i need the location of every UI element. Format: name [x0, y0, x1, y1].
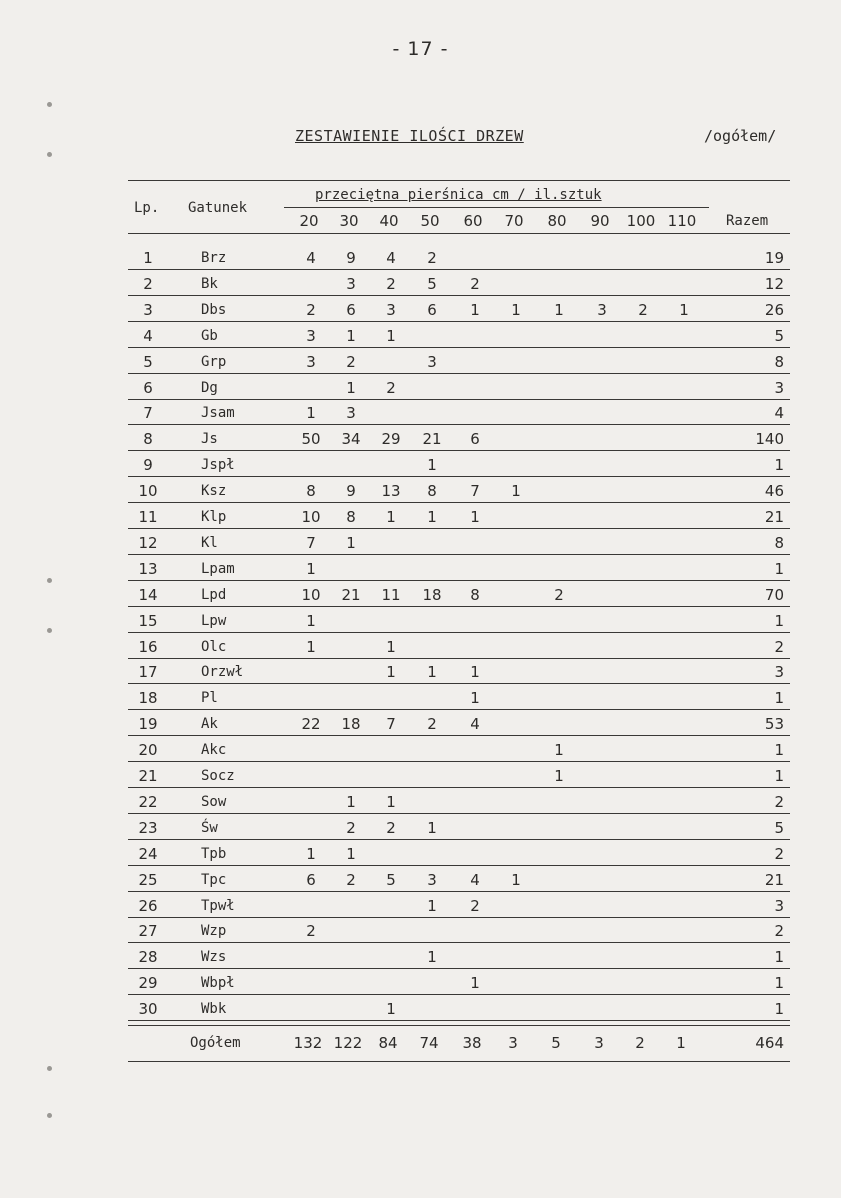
diameter-class-header: 20 — [299, 212, 319, 230]
species-cell: Akc — [201, 742, 227, 758]
species-cell: Olc — [201, 639, 227, 655]
count-cell: 1 — [427, 948, 437, 966]
row-rule — [128, 865, 790, 866]
table-row — [0, 351, 841, 375]
species-cell: Socz — [201, 768, 235, 784]
table-row — [0, 584, 841, 608]
species-cell: Brz — [201, 250, 227, 266]
count-cell: 2 — [306, 301, 316, 319]
species-cell: Ksz — [201, 483, 227, 499]
row-rule — [128, 347, 790, 348]
row-number: 12 — [138, 534, 158, 552]
count-cell: 2 — [638, 301, 648, 319]
row-rule — [128, 554, 790, 555]
count-cell: 1 — [346, 327, 356, 345]
species-cell: Lpw — [201, 613, 227, 629]
row-total: 21 — [764, 508, 784, 526]
row-total: 1 — [774, 1000, 784, 1018]
species-cell: Kl — [201, 535, 218, 551]
count-cell: 34 — [341, 430, 361, 448]
row-rule — [128, 709, 790, 710]
row-number: 6 — [143, 379, 153, 397]
row-total: 3 — [774, 663, 784, 681]
table-row — [0, 636, 841, 660]
count-cell: 7 — [306, 534, 316, 552]
count-cell: 1 — [346, 793, 356, 811]
row-rule — [128, 502, 790, 503]
table-row — [0, 532, 841, 556]
row-total: 4 — [774, 404, 784, 422]
diameter-class-header: 80 — [547, 212, 567, 230]
species-cell: Wzp — [201, 923, 227, 939]
count-cell: 1 — [511, 482, 521, 500]
row-rule — [128, 632, 790, 633]
count-cell: 2 — [306, 922, 316, 940]
row-total: 21 — [764, 871, 784, 889]
row-number: 16 — [138, 638, 158, 656]
count-cell: 1 — [470, 508, 480, 526]
row-number: 21 — [138, 767, 158, 785]
table-row — [0, 869, 841, 893]
diameter-class-header: 30 — [339, 212, 359, 230]
row-rule — [128, 761, 790, 762]
row-rule — [128, 1020, 790, 1021]
table-row — [0, 558, 841, 582]
summary-bottom-rule — [128, 1061, 790, 1062]
row-rule — [128, 528, 790, 529]
count-cell: 3 — [346, 404, 356, 422]
table-row — [0, 946, 841, 970]
row-number: 11 — [138, 508, 158, 526]
species-cell: Tpwł — [201, 898, 235, 914]
count-cell: 1 — [427, 819, 437, 837]
summary-top-rule — [128, 1025, 790, 1026]
punch-hole-mark — [47, 578, 52, 583]
count-cell: 3 — [386, 301, 396, 319]
group-header-rule — [284, 207, 709, 208]
summary-count-cell: 132 — [293, 1034, 323, 1052]
count-cell: 1 — [554, 741, 564, 759]
count-cell: 9 — [346, 482, 356, 500]
count-cell: 1 — [386, 1000, 396, 1018]
row-rule — [128, 994, 790, 995]
count-cell: 6 — [346, 301, 356, 319]
row-number: 14 — [138, 586, 158, 604]
count-cell: 2 — [386, 819, 396, 837]
table-row — [0, 402, 841, 426]
species-cell: Grp — [201, 354, 227, 370]
count-cell: 1 — [511, 301, 521, 319]
table-row — [0, 843, 841, 867]
species-cell: Sow — [201, 794, 227, 810]
row-rule — [128, 580, 790, 581]
row-rule — [128, 942, 790, 943]
count-cell: 1 — [679, 301, 689, 319]
count-cell: 2 — [554, 586, 564, 604]
table-top-rule — [128, 180, 790, 181]
species-cell: Lpd — [201, 587, 227, 603]
table-row — [0, 428, 841, 452]
count-cell: 50 — [301, 430, 321, 448]
table-row — [0, 713, 841, 737]
count-cell: 1 — [386, 793, 396, 811]
count-cell: 1 — [511, 871, 521, 889]
row-number: 25 — [138, 871, 158, 889]
row-number: 1 — [143, 249, 153, 267]
row-number: 10 — [138, 482, 158, 500]
table-row — [0, 377, 841, 401]
count-cell: 2 — [427, 715, 437, 733]
row-total: 2 — [774, 793, 784, 811]
diameter-class-header: 60 — [463, 212, 483, 230]
row-number: 19 — [138, 715, 158, 733]
species-cell: Wzs — [201, 949, 227, 965]
count-cell: 8 — [346, 508, 356, 526]
row-total: 70 — [764, 586, 784, 604]
count-cell: 6 — [306, 871, 316, 889]
row-number: 26 — [138, 897, 158, 915]
count-cell: 2 — [470, 897, 480, 915]
species-cell: Św — [201, 820, 218, 836]
table-row — [0, 895, 841, 919]
row-number: 29 — [138, 974, 158, 992]
count-cell: 9 — [346, 249, 356, 267]
row-rule — [128, 269, 790, 270]
document-title: ZESTAWIENIE ILOŚCI DRZEW — [295, 127, 524, 145]
count-cell: 2 — [470, 275, 480, 293]
row-rule — [128, 683, 790, 684]
table-row — [0, 480, 841, 504]
count-cell: 4 — [386, 249, 396, 267]
table-row — [0, 325, 841, 349]
count-cell: 3 — [346, 275, 356, 293]
summary-count-cell: 74 — [419, 1034, 439, 1052]
diameter-class-header: 50 — [420, 212, 440, 230]
row-rule — [128, 813, 790, 814]
row-total: 1 — [774, 974, 784, 992]
row-total: 8 — [774, 353, 784, 371]
row-number: 18 — [138, 689, 158, 707]
table-row — [0, 998, 841, 1022]
count-cell: 1 — [346, 379, 356, 397]
count-cell: 13 — [381, 482, 401, 500]
row-total: 140 — [755, 430, 784, 448]
punch-hole-mark — [47, 1066, 52, 1071]
count-cell: 2 — [386, 379, 396, 397]
page-number: - 17 - — [392, 38, 449, 60]
row-total: 2 — [774, 922, 784, 940]
table-row — [0, 765, 841, 789]
table-row — [0, 506, 841, 530]
row-rule — [128, 450, 790, 451]
row-number: 4 — [143, 327, 153, 345]
table-row — [0, 661, 841, 685]
row-total: 46 — [764, 482, 784, 500]
row-number: 15 — [138, 612, 158, 630]
table-row — [0, 299, 841, 323]
count-cell: 1 — [427, 897, 437, 915]
row-total: 19 — [764, 249, 784, 267]
count-cell: 10 — [301, 586, 321, 604]
count-cell: 1 — [306, 845, 316, 863]
summary-row — [0, 1032, 841, 1056]
table-row — [0, 791, 841, 815]
row-rule — [128, 658, 790, 659]
count-cell: 1 — [386, 508, 396, 526]
count-cell: 1 — [346, 845, 356, 863]
diameter-class-header: 110 — [667, 212, 697, 230]
row-rule — [128, 373, 790, 374]
row-number: 9 — [143, 456, 153, 474]
row-total: 5 — [774, 819, 784, 837]
species-cell: Pl — [201, 690, 218, 706]
row-number: 3 — [143, 301, 153, 319]
count-cell: 1 — [427, 456, 437, 474]
group-header: przeciętna pierśnica cm / il.sztuk — [315, 187, 602, 203]
table-row — [0, 739, 841, 763]
count-cell: 5 — [386, 871, 396, 889]
count-cell: 1 — [427, 663, 437, 681]
row-rule — [128, 399, 790, 400]
count-cell: 8 — [470, 586, 480, 604]
count-cell: 10 — [301, 508, 321, 526]
row-total: 1 — [774, 689, 784, 707]
species-cell: Wbk — [201, 1001, 227, 1017]
species-cell: Lpam — [201, 561, 235, 577]
count-cell: 1 — [470, 689, 480, 707]
count-cell: 6 — [427, 301, 437, 319]
row-total: 1 — [774, 767, 784, 785]
row-rule — [128, 787, 790, 788]
row-total: 12 — [764, 275, 784, 293]
table-row — [0, 247, 841, 271]
summary-count-cell: 38 — [462, 1034, 482, 1052]
row-number: 2 — [143, 275, 153, 293]
row-rule — [128, 917, 790, 918]
summary-count-cell: 3 — [508, 1034, 518, 1052]
species-cell: Jsam — [201, 405, 235, 421]
row-total: 1 — [774, 741, 784, 759]
species-cell: Bk — [201, 276, 218, 292]
count-cell: 2 — [346, 819, 356, 837]
count-cell: 21 — [422, 430, 442, 448]
count-cell: 18 — [341, 715, 361, 733]
punch-hole-mark — [47, 628, 52, 633]
diameter-class-header: 40 — [379, 212, 399, 230]
row-total: 1 — [774, 456, 784, 474]
row-total: 8 — [774, 534, 784, 552]
count-cell: 1 — [386, 663, 396, 681]
species-cell: Orzwł — [201, 664, 244, 680]
row-rule — [128, 476, 790, 477]
count-cell: 1 — [554, 301, 564, 319]
row-number: 30 — [138, 1000, 158, 1018]
table-row — [0, 972, 841, 996]
species-cell: Dbs — [201, 302, 227, 318]
species-cell: Wbpł — [201, 975, 235, 991]
row-rule — [128, 735, 790, 736]
count-cell: 2 — [386, 275, 396, 293]
row-total: 3 — [774, 379, 784, 397]
species-cell: Klp — [201, 509, 227, 525]
count-cell: 8 — [306, 482, 316, 500]
species-cell: Tpc — [201, 872, 227, 888]
row-number: 8 — [143, 430, 153, 448]
count-cell: 1 — [470, 663, 480, 681]
row-rule — [128, 891, 790, 892]
count-cell: 3 — [427, 871, 437, 889]
count-cell: 3 — [597, 301, 607, 319]
summary-count-cell: 122 — [333, 1034, 363, 1052]
row-total: 26 — [764, 301, 784, 319]
punch-hole-mark — [47, 1113, 52, 1118]
row-total: 3 — [774, 897, 784, 915]
row-total: 5 — [774, 327, 784, 345]
row-total: 2 — [774, 638, 784, 656]
row-number: 5 — [143, 353, 153, 371]
count-cell: 11 — [381, 586, 401, 604]
count-cell: 4 — [306, 249, 316, 267]
count-cell: 1 — [470, 301, 480, 319]
count-cell: 1 — [386, 327, 396, 345]
count-cell: 3 — [306, 353, 316, 371]
count-cell: 21 — [341, 586, 361, 604]
count-cell: 1 — [306, 612, 316, 630]
table-row — [0, 817, 841, 841]
row-number: 22 — [138, 793, 158, 811]
summary-count-cell: 2 — [635, 1034, 645, 1052]
row-rule — [128, 424, 790, 425]
count-cell: 22 — [301, 715, 321, 733]
count-cell: 7 — [386, 715, 396, 733]
row-rule — [128, 839, 790, 840]
row-rule — [128, 321, 790, 322]
summary-count-cell: 1 — [676, 1034, 686, 1052]
total-header: Razem — [726, 213, 769, 229]
species-cell: Jspł — [201, 457, 235, 473]
diameter-class-header: 90 — [590, 212, 610, 230]
species-cell: Js — [201, 431, 218, 447]
count-cell: 2 — [346, 353, 356, 371]
species-cell: Ak — [201, 716, 218, 732]
row-number: 27 — [138, 922, 158, 940]
table-row — [0, 687, 841, 711]
count-cell: 1 — [554, 767, 564, 785]
summary-label: Ogółem — [190, 1035, 241, 1051]
count-cell: 2 — [427, 249, 437, 267]
document-subtitle: /ogółem/ — [704, 127, 777, 145]
punch-hole-mark — [47, 102, 52, 107]
species-cell: Gb — [201, 328, 218, 344]
summary-count-cell: 84 — [378, 1034, 398, 1052]
count-cell: 1 — [386, 638, 396, 656]
row-total: 1 — [774, 560, 784, 578]
row-rule — [128, 295, 790, 296]
diameter-class-header: 100 — [626, 212, 656, 230]
row-number: 23 — [138, 819, 158, 837]
species-cell: Dg — [201, 380, 218, 396]
count-cell: 8 — [427, 482, 437, 500]
punch-hole-mark — [47, 152, 52, 157]
count-cell: 1 — [470, 974, 480, 992]
row-rule — [128, 606, 790, 607]
summary-count-cell: 5 — [551, 1034, 561, 1052]
row-number: 20 — [138, 741, 158, 759]
count-cell: 6 — [470, 430, 480, 448]
table-row — [0, 454, 841, 478]
row-number: 13 — [138, 560, 158, 578]
row-rule — [128, 968, 790, 969]
table-row — [0, 273, 841, 297]
summary-count-cell: 3 — [594, 1034, 604, 1052]
species-header: Gatunek — [188, 200, 248, 216]
count-cell: 29 — [381, 430, 401, 448]
row-total: 1 — [774, 948, 784, 966]
lp-header: Lp. — [134, 200, 160, 216]
count-cell: 1 — [306, 404, 316, 422]
count-cell: 7 — [470, 482, 480, 500]
count-cell: 3 — [306, 327, 316, 345]
count-cell: 1 — [427, 508, 437, 526]
count-cell: 1 — [346, 534, 356, 552]
row-number: 28 — [138, 948, 158, 966]
row-number: 17 — [138, 663, 158, 681]
count-cell: 5 — [427, 275, 437, 293]
row-total: 1 — [774, 612, 784, 630]
count-cell: 3 — [427, 353, 437, 371]
count-cell: 18 — [422, 586, 442, 604]
summary-total: 464 — [755, 1034, 784, 1052]
diameter-class-header: 70 — [504, 212, 524, 230]
row-total: 53 — [764, 715, 784, 733]
count-cell: 2 — [346, 871, 356, 889]
count-cell: 4 — [470, 871, 480, 889]
count-cell: 1 — [306, 560, 316, 578]
table-row — [0, 610, 841, 634]
row-number: 24 — [138, 845, 158, 863]
row-total: 2 — [774, 845, 784, 863]
header-bottom-rule — [128, 233, 790, 234]
count-cell: 4 — [470, 715, 480, 733]
row-number: 7 — [143, 404, 153, 422]
species-cell: Tpb — [201, 846, 227, 862]
table-row — [0, 920, 841, 944]
count-cell: 1 — [306, 638, 316, 656]
